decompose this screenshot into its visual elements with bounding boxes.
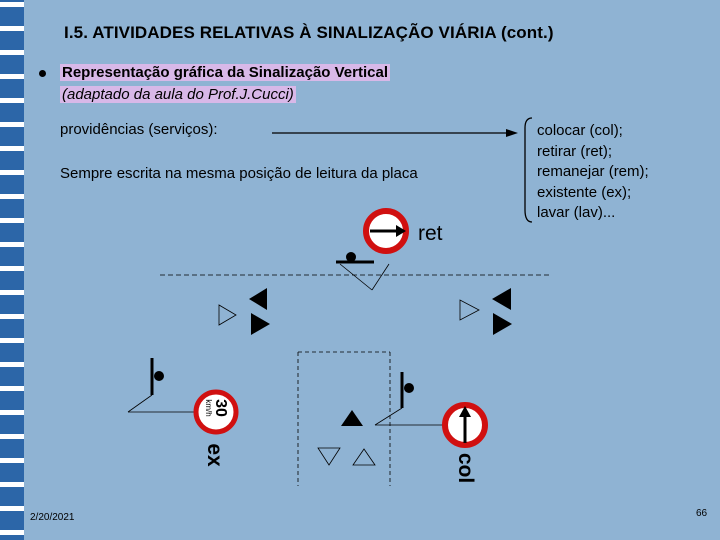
triangle-icon	[249, 288, 267, 310]
speed-value: 30	[212, 399, 229, 417]
triangle-icon	[493, 313, 512, 335]
sign-post-icon	[336, 252, 389, 290]
label-ret: ret	[418, 222, 443, 245]
ret-sign-icon	[366, 211, 406, 251]
bracket-icon	[525, 118, 532, 222]
triangle-icon	[219, 305, 236, 325]
sign-post-icon	[128, 358, 196, 412]
triangle-icon	[353, 449, 375, 465]
triangle-group-left	[219, 288, 270, 335]
slide-date: 2/20/2021	[30, 512, 75, 523]
providencias-label: providências (serviços):	[60, 121, 218, 138]
page-number: 66	[696, 508, 708, 519]
triangle-group-center	[318, 410, 375, 465]
triangle-icon	[251, 313, 270, 335]
action-item: remanejar (rem);	[537, 163, 649, 180]
triangle-icon	[341, 410, 363, 426]
triangle-icon	[460, 300, 479, 320]
label-col: col	[454, 452, 477, 484]
speed-sign-text	[204, 388, 228, 428]
label-ex: ex	[203, 443, 226, 467]
arrow-head-icon	[506, 129, 518, 137]
sempre-note: Sempre escrita na mesma posição de leitura da placa	[60, 165, 418, 182]
triangle-icon	[492, 288, 511, 310]
triangle-icon	[318, 448, 340, 465]
slide-title: I.5. ATIVIDADES RELATIVAS À SINALIZAÇÃO VIÁRIA (cont.)	[64, 23, 554, 42]
speed-unit: km/h	[204, 399, 213, 417]
col-sign-icon	[445, 405, 485, 445]
subtitle-bold-text: Representação gráfica da Sinalização Vertical	[62, 64, 388, 81]
action-item: colocar (col);	[537, 122, 623, 139]
action-item: existente (ex);	[537, 183, 632, 201]
triangle-group-right	[460, 288, 512, 335]
subtitle-italic-text: (adaptado da aula do Prof.J.Cucci)	[62, 86, 294, 103]
action-item: lavar (lav)...	[537, 204, 616, 221]
sign-post-icon	[375, 372, 444, 425]
action-item: retirar (ret);	[537, 142, 612, 160]
